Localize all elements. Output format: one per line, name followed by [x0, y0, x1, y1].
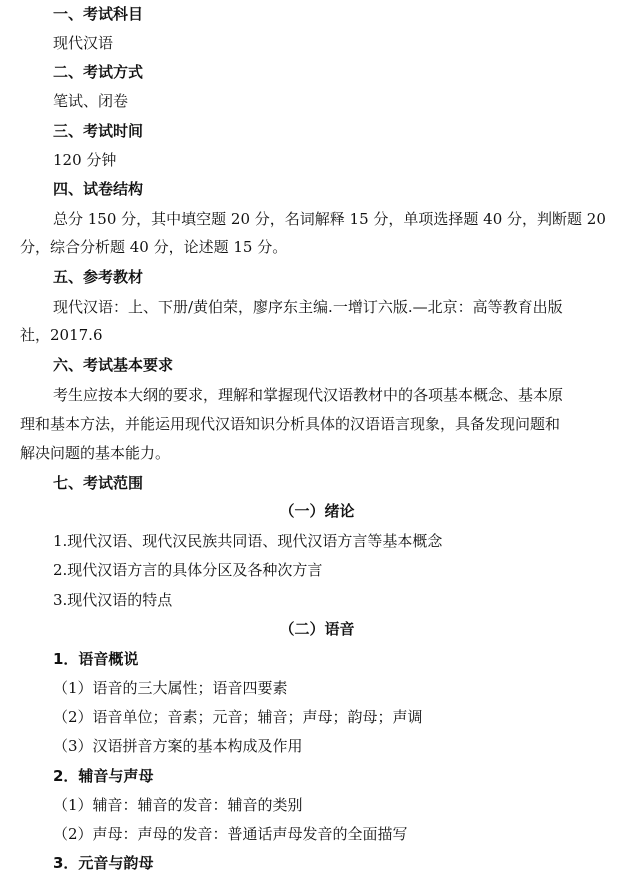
- exam-subject-text: 现代汉语: [53, 34, 114, 52]
- section-heading-exam-subject: 一、考试科目: [53, 5, 144, 23]
- list-item: （1）辅音：辅音的发音：辅音的类别: [53, 796, 303, 814]
- list-item: （2）语音单位；音素；元音；辅音；声母；韵母；声调: [53, 708, 423, 726]
- basic-requirements-line-2: 理和基本方法，并能运用现代汉语知识分析具体的汉语语言现象，具备发现问题和: [20, 415, 561, 433]
- section-heading-exam-method: 二、考试方式: [53, 63, 144, 81]
- list-item: （1）语音的三大属性；语音四要素: [53, 679, 288, 697]
- exam-time-text: 120 分钟: [53, 151, 117, 169]
- section-heading-exam-time: 三、考试时间: [53, 122, 144, 140]
- section-heading-reference-textbook: 五、参考教材: [53, 268, 144, 286]
- section-heading-exam-scope: 七、考试范围: [53, 474, 144, 492]
- subsection-title-vowels-finals: 3．元音与韵母: [53, 854, 154, 872]
- paper-structure-line-1: 总分 150 分，其中填空题 20 分，名词解释 15 分，单项选择题 40 分，判断题 20: [53, 210, 606, 228]
- chapter-title-phonetics: （二）语音: [279, 620, 355, 638]
- paper-structure-line-2: 分，综合分析题 40 分，论述题 15 分。: [20, 238, 288, 256]
- list-item: 3.现代汉语的特点: [53, 591, 173, 609]
- reference-textbook-line-2: 社，2017.6: [20, 326, 103, 344]
- list-item: 2.现代汉语方言的具体分区及各种次方言: [53, 561, 323, 579]
- chapter-title-introduction: （一）绪论: [279, 502, 355, 520]
- list-item: （3）汉语拼音方案的基本构成及作用: [53, 737, 303, 755]
- section-heading-paper-structure: 四、试卷结构: [53, 180, 144, 198]
- list-item: （2）声母：声母的发音：普通话声母发音的全面描写: [53, 825, 408, 843]
- exam-method-text: 笔试、闭卷: [53, 92, 129, 110]
- list-item: 1.现代汉语、现代汉民族共同语、现代汉语方言等基本概念: [53, 532, 443, 550]
- section-heading-basic-requirements: 六、考试基本要求: [53, 356, 174, 374]
- basic-requirements-line-1: 考生应按本大纲的要求，理解和掌握现代汉语教材中的各项基本概念、基本原: [53, 386, 564, 404]
- subsection-title-consonants-initials: 2．辅音与声母: [53, 767, 154, 785]
- subsection-title-phonetics-overview: 1．语音概说: [53, 650, 139, 668]
- reference-textbook-line-1: 现代汉语：上、下册/黄伯荣，廖序东主编.一增订六版.—北京：高等教育出版: [53, 298, 563, 316]
- basic-requirements-line-3: 解决问题的基本能力。: [20, 444, 171, 462]
